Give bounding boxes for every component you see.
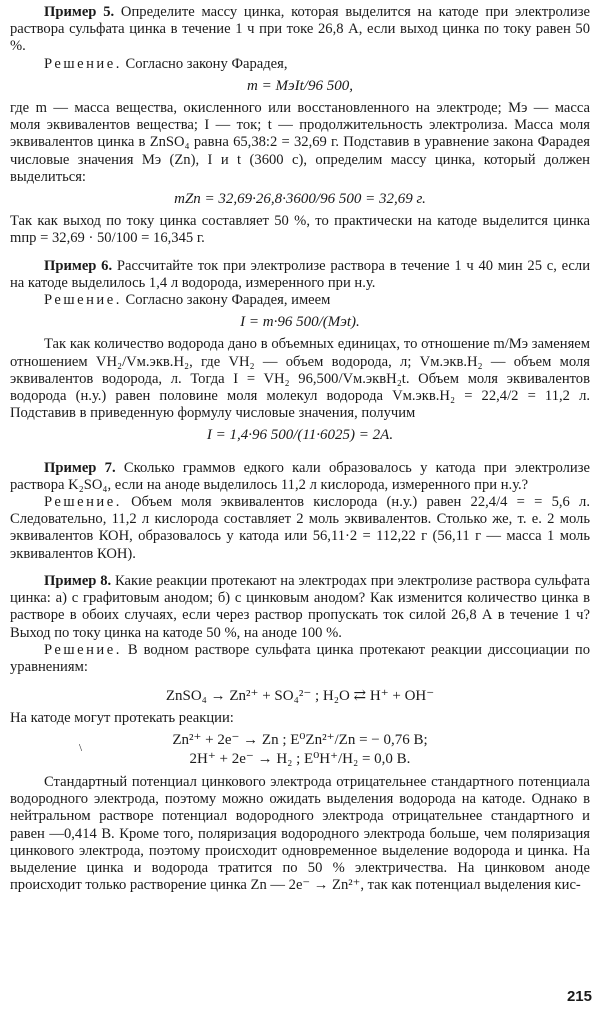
ex8-solution <box>10 642 590 676</box>
ex5-paragraph-2: Так как выход по току цинка составляет 50 %, то практически на катоде выделится цинка mпр = 32,69 · 50/100 = 16,345 г. <box>10 213 590 247</box>
ex5-formula-faraday: m = MэIt/96 500, <box>247 77 353 94</box>
ex8-question-text: Какие реакции протекают на электродах при электролизе раствора сульфата цинка: а) с графитовым анодом; б) с цинковым анодом? Как изменится количество цинка в растворе в обоих случаях, если через раствор пропускать ток силой 26,8 А в течение 1 ч? Выход по току цинка на катоде 50 %, на аноде 100 %. <box>10 572 590 641</box>
ex5-question <box>10 4 590 56</box>
ex8-equation-dissociation: ZnSO₄ → Zn²⁺ + SO₄²⁻ ; H₂O ⇄ H⁺ + OH⁻ <box>165 688 435 705</box>
ex8-equation-cathode-zn: Zn²⁺ + 2e⁻ → Zn ; E⁰Zn²⁺/Zn = − 0,76 В; <box>172 731 428 748</box>
ex5-solution <box>10 56 590 73</box>
ex8-equation-cathode-h: 2H⁺ + 2e⁻ → H₂ ; E⁰H⁺/H₂ = 0,0 В. <box>189 750 411 767</box>
page-number: 215 <box>566 988 592 1005</box>
ex7-solution-text: Объем моля эквивалентов кислорода (н.у.) равен 22,4/4 = = 5,6 л. Следовательно, 11,2 л кислорода составляет 2 моль эквивалентов. Столько же, т. е. 2 моль эквивалентов КОН, образовалось у катода или 56,11·2 = 112,22 г (56,11 г — масса 1 моль эквивалентов КОН). <box>10 494 590 562</box>
ex5-title: Пример 5. <box>44 4 115 20</box>
ex8-solution-label: Решение. <box>44 641 122 658</box>
ex7-title: Пример 7. <box>44 459 116 476</box>
ex7-question-text: Сколько граммов едкого кали образовалось у катода при электролизе раствора K₂SO₄, если на аноде выделилось 11,2 л кислорода, измеренного при н.у.? <box>10 459 590 493</box>
ex5-question-text: Определите массу цинка, которая выделится на катоде при электролизе раствора сульфата цинка в течение 1 ч при токе 26,8 А, если выход цинка по току равен 50 %. <box>10 4 590 55</box>
ex6-formula-current: I = m·96 500/(Mэt). <box>240 314 360 331</box>
ex5-paragraph-1: где m — масса вещества, окисленного или восстановленного на электроде; Mэ — масса моля эквивалентов вещества; I — ток; t — продолжительность электролиза. Масса моля эквивалентов цинка в ZnSO₄ равна 65,38:2 = 32,69 г. Подставив в уравнение закона Фарадея числовые значения Mэ (Zn), I и t (3600 с), определим массу цинка, который должен выделиться: <box>10 100 590 185</box>
ex5-formula-zn-mass: mZn = 32,69·26,8·3600/96 500 = 32,69 г. <box>174 191 426 208</box>
ex8-question <box>10 573 590 642</box>
ex6-formula-result: I = 1,4·96 500/(11·6025) = 2A. <box>206 427 394 444</box>
ex8-cathode-intro: На катоде могут протекать реакции: <box>10 710 234 727</box>
ex6-question <box>10 258 590 292</box>
stray-mark: \ <box>79 742 83 754</box>
ex7-solution <box>10 494 590 563</box>
ex6-solution <box>10 292 590 309</box>
ex6-question-text: Рассчитайте ток при электролизе раствора в течение 1 ч 40 мин 25 с, если на катоде выделилось 1,4 л водорода, измеренного при н.у. <box>10 257 590 291</box>
ex6-paragraph-1: Так как количество водорода дано в объемных единицах, то отношение m/Mэ заменяем отношением VH₂/Vм.экв.H₂, где VH₂ — объем водорода, л; Vм.экв.H₂ — объем моля эквивалентов водорода, л. Тогда I = VH₂ 96,500/Vм.эквH₂t. Объем моля эквивалентов водорода (н.у.) равен половине моля молекул водорода Vм.экв.H₂ = 22,4/2 = 11,2 л. Подставив в приведенную формулу числовые значения, получим <box>10 336 590 422</box>
ex6-solution-text: Согласно закону Фарадея, имеем <box>125 292 331 309</box>
ex5-solution-label: Решение. <box>44 55 122 72</box>
ex5-solution-text: Согласно закону Фарадея, <box>125 55 288 72</box>
ex8-solution-text: В водном растворе сульфата цинка протекают реакции диссоциации по уравнениям: <box>10 641 590 675</box>
ex6-title: Пример 6. <box>44 257 113 274</box>
ex7-question <box>10 460 590 494</box>
ex7-solution-label: Решение. <box>44 494 122 511</box>
ex8-title: Пример 8. <box>44 572 112 589</box>
ex6-solution-label: Решение. <box>44 292 122 309</box>
ex8-final-paragraph: Стандартный потенциал цинкового электрода отрицательнее стандартного потенциала водородного электрода, поэтому можно ожидать выделения водорода на катоде. Однако в нейтральном растворе потенциал водородного электрода отрицательнее стандартного и равен —0,414 В. Кроме того, поляризация водородного электрода больше, чем поляризация цинкового электрода, поэтому происходит одновременное выделение водорода и цинка. На выделение цинка и водорода тратится по 50 % электричества. На цинковом аноде происходит только растворение цинка Zn — 2e⁻ → Zn²⁺, так как потенциал выделения кис- <box>10 773 590 894</box>
